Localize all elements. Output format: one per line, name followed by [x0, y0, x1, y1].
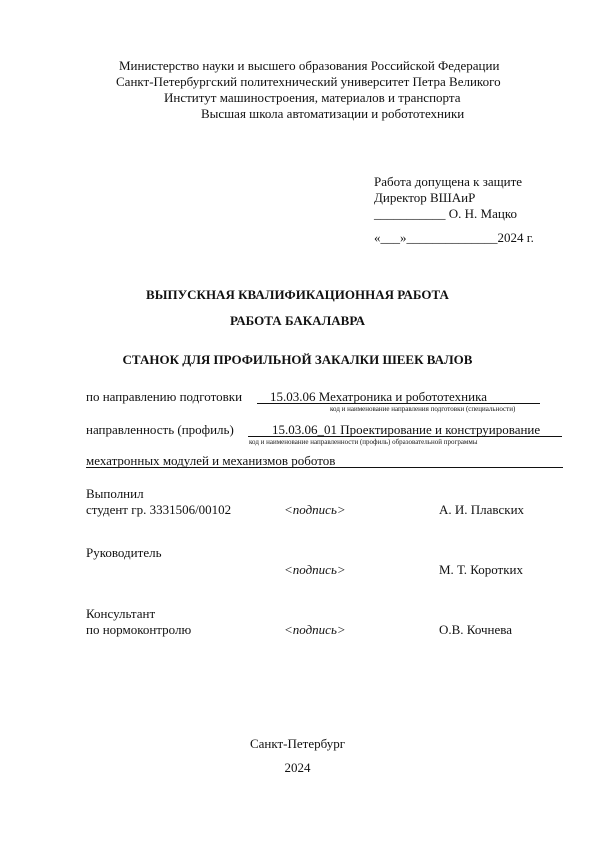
consultant-signature-text: <подпись>	[284, 622, 346, 637]
consultant-signature	[284, 622, 346, 638]
author-role: Выполнил	[86, 486, 144, 501]
university-line: Санкт-Петербургский политехнический университет Петра Великого	[116, 74, 501, 89]
work-type-title: ВЫПУСКНАЯ КВАЛИФИКАЦИОННАЯ РАБОТА	[146, 287, 449, 302]
supervisor-role: Руководитель	[86, 545, 162, 560]
school-line: Высшая школа автоматизации и робототехники	[201, 106, 465, 121]
consultant-role: Консультант	[86, 606, 156, 621]
approval-date-line: «___»______________2024 г.	[374, 230, 534, 245]
author-group: студент гр. 3331506/00102	[86, 502, 232, 517]
topic-title: СТАНОК ДЛЯ ПРОФИЛЬНОЙ ЗАКАЛКИ ШЕЕК ВАЛОВ	[122, 352, 473, 367]
direction-label: по направлению подготовки	[86, 389, 243, 404]
direction-value: 15.03.06 Мехатроника и робототехника	[270, 389, 487, 404]
approval-signature-line: ___________ О. Н. Мацко	[374, 206, 517, 221]
supervisor-name: М. Т. Коротких	[439, 562, 524, 577]
profile-continuation: мехатронных модулей и механизмов роботов	[86, 453, 336, 468]
profile-label: направленность (профиль)	[86, 422, 234, 437]
supervisor-signature-text: <подпись>	[284, 562, 346, 577]
consultant-role-detail: по нормоконтролю	[86, 622, 192, 637]
approval-director: Директор ВШАиР	[374, 190, 476, 205]
consultant-name: О.В. Кочнева	[439, 622, 512, 637]
author-name: А. И. Плавских	[439, 502, 525, 517]
author-signature	[284, 502, 346, 518]
footer-city: Санкт-Петербург	[249, 736, 346, 751]
direction-hint: код и наименование направления подготовки (специальности)	[330, 405, 516, 413]
profile-hint: код и наименование направленности (профиль) образовательной программы	[249, 438, 478, 446]
supervisor-signature	[284, 562, 346, 578]
author-signature-text: <подпись>	[284, 502, 346, 517]
profile-value: 15.03.06_01 Проектирование и конструирование	[272, 422, 541, 437]
approval-admitted: Работа допущена к защите	[374, 174, 523, 189]
institute-line: Институт машиностроения, материалов и транспорта	[164, 90, 461, 105]
degree-title: РАБОТА БАКАЛАВРА	[230, 313, 365, 328]
footer-year: 2024	[284, 760, 311, 775]
ministry-line: Министерство науки и высшего образования Российской Федерации	[119, 58, 500, 73]
